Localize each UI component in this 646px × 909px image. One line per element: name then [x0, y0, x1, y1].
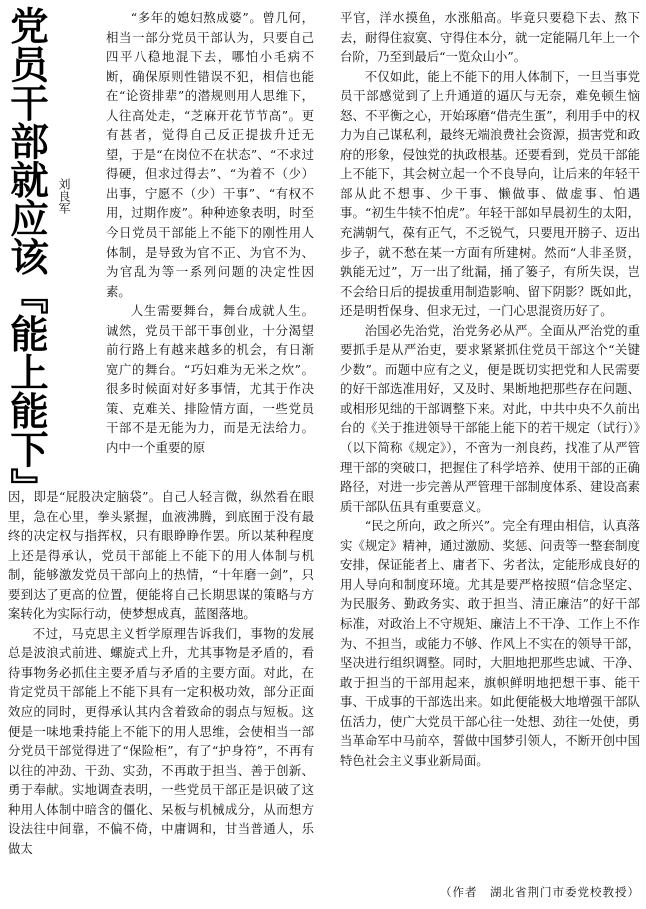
paragraph: 平官，洋水摸鱼，水涨船高。毕竟只要稳下去、熬下去，耐得住寂寞、守得住本分，就一定能隔几年上一个台阶，乃至到最后“一览众山小”。: [340, 10, 640, 65]
paragraph: 人生需要舞台，舞台成就人生。诚然，党员干部干事创业，十分渴望前行路上有越来越多的机会，有日渐宽广的舞台。“巧妇难为无米之炊”。很多时候面对好多事情，尤其于作决策、克难关、排险情方面，一些党员干部不是无能为力，而是无法给力。内中一个重要的原: [106, 303, 314, 456]
paragraph: “民之所向，政之所兴”。完全有理由相信，认真落实《规定》精神，通过激励、奖惩、问责等一整套制度安排，保证能者上、庸者下、劣者汰，定能形成良好的用人导向和制度环境。尤其是要严格按照“信念坚定、为民服务、勤政务实、敢于担当、清正廉洁”的好干部标准，对政治上不守规矩、廉洁上不干净、工作上不作为、不担当，或能力不够、作风上不实在的领导干部，坚决进行组织调整。同时，大胆地把那些忠诚、干净、敢于担当的干部用起来，旗帜鲜明地把想干事、能干事、干成事的干部选出来。如此便能极大地增强干部队伍活力，使广大党员干部心往一处想、劲往一处使，勇当革命军中马前卒，誓做中国梦引领人，不断开创中国特色社会主义事业新局面。: [340, 518, 640, 768]
article-author: 刘良军: [57, 178, 71, 214]
right-column: [340, 8, 640, 770]
paragraph: “多年的媳妇熬成婆”。曾几何，相当一部分党员干部认为，只要自己四平八稳地混下去，哪怕小毛病不断，确保原则性错误不犯，相信也能在“论资排辈”的潜规则用人思维下，人往高处走，“芝麻开花节节高”。更有甚者，觉得自己反正提拔升迁无望，于是“在岗位不在状态”、“不求过得硬，但求过得去”、“为着不（少）出事，宁愿不（少）干事”、“有权不用，过期作废”。种种迹象表明，时至今日党员干部能上不能下的刚性用人体制，是导致为官不正、为官不为、为官乱为等一系列问题的决定性因素。: [106, 10, 314, 299]
article-title: 党员干部就应该『能上能下』: [4, 6, 49, 507]
left-column-bottom: [8, 487, 314, 858]
paragraph: 因，即是“屁股决定脑袋”。自己人轻言微，纵然看在眼里，急在心里，拳头紧握，血液沸腾，到底囿于没有最终的决定权与指挥权，只有眼睁睁作罢。所以某种程度上还是得承认，党员干部能上不能下的用人体制与机制，能够激发党员干部向上的热情，“十年磨一剑”，只要到达了更高的位置，便能将自己长期思谋的策略与方案转化为实际行动，使梦想成真，蓝图落地。: [8, 489, 314, 622]
paragraph: 不仅如此，能上不能下的用人体制下，一旦当事党员干部感觉到了上升通道的逼仄与无奈，难免顿生恼怒、不平衡之心，开始琢磨“借壳生蛋”，利用手中的权力为自己谋私利，最终无端浪费社会资源，损害党和政府的形象，侵蚀党的执政根基。还要看到，党员干部能上不能下，其会树立起一个不良导向，让后来的年轻干部从此不想事、少干事、懒做事、做虚事、怕遇事。“初生牛犊不怕虎”。年轻干部如早晨初生的太阳，充满朝气，葆有正气，不乏锐气，只要甩开膀子、迈出步子，就不愁在某一方面有所建树。然而“人非圣贤，孰能无过”，万一出了纰漏，捅了篓子，有所失误，岂不会给日后的提拔重用制造影响、留下阴影？既如此，还是明哲保身、但求无过，一门心思混资历好了。: [340, 68, 640, 319]
left-column-top: [106, 8, 314, 458]
paragraph: 治国必先治党，治党务必从严。全面从严治党的重要抓手是从严治吏，要求紧紧抓住党员干部这个“关键少数”。而题中应有之义，便是既切实把党和人民需要的好干部选准用好，又及时、果断地把那些存在问题、或相形见绌的干部调整下来。对此，中共中央不久前出台的《关于推进领导干部能上能下的若干规定（试行）》（以下简称《规定》），不啻为一剂良药，找准了从严管理干部的突破口，把握住了科学培养、使用干部的正确路径，对进一步完善从严管理干部制度体系、建设高素质干部队伍具有重要意义。: [340, 322, 640, 514]
paragraph: 不过，马克思主义哲学原理告诉我们，事物的发展总是波浪式前进、螺旋式上升，尤其事物是矛盾的，看待事物务必抓住主要矛盾与矛盾的主要方面。对此，在肯定党员干部能上不能下具有一定积极功效，部分正面效应的同时，更得承认其内含着致命的弱点与短板。这便是一味地秉持能上不能下的用人思维，会使相当一部分党员干部觉得进了“保险柜”，有了“护身符”，不再有以往的冲劲、干劲、实劲，不再敢于担当、善于创新、勇于奉献。实地调查表明，一些党员干部正是识破了这种用人体制中暗含的僵化、呆板与机械成分，从而想方设法往中间靠，不偏不倚，中庸调和，甘当普通人，乐做太: [8, 625, 314, 856]
author-signature: （作者 湖北省荆门市委党校教授）: [440, 885, 640, 899]
